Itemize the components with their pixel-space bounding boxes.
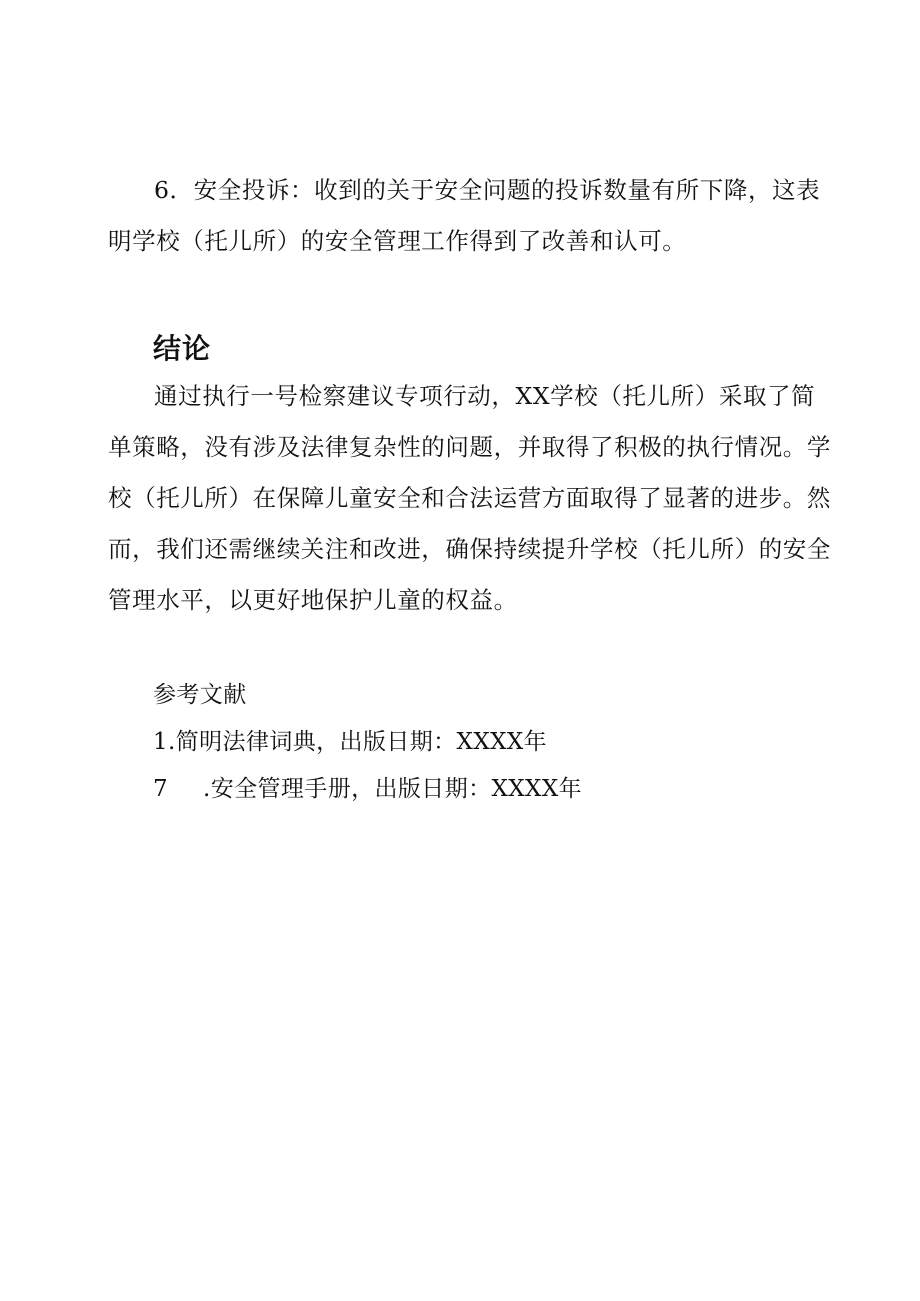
reference-text: 简明法律词典，出版日期：XXXX年: [175, 729, 548, 755]
reference-text: .安全管理手册，出版日期：XXXX年: [203, 776, 583, 802]
conclusion-line-4: 而，我们还需继续关注和改进，确保持续提升学校（托儿所）的安全: [108, 535, 831, 563]
conclusion-line-2: 单策略，没有涉及法律复杂性的问题，并取得了积极的执行情况。学: [108, 433, 831, 461]
item6-line-1: 6．安全投诉：收到的关于安全问题的投诉数量有所下降，这表: [154, 176, 821, 204]
reference-number: 7: [153, 776, 169, 802]
conclusion-line-3: 校（托儿所）在保障儿童安全和合法运营方面取得了显著的进步。然: [108, 484, 831, 512]
reference-item: [153, 722, 547, 762]
conclusion-heading: 结论: [153, 332, 212, 365]
item6-line-2: 明学校（托儿所）的安全管理工作得到了改善和认可。: [108, 227, 687, 255]
list-item-6: [108, 165, 821, 267]
reference-number: 1.: [153, 729, 176, 755]
reference-item: [153, 769, 582, 809]
references-title: 参考文献: [153, 682, 247, 708]
conclusion-line-5: 管理水平，以更好地保护儿童的权益。: [108, 586, 518, 614]
conclusion-paragraph: [108, 371, 831, 626]
conclusion-line-1: 通过执行一号检察建议专项行动，XX学校（托儿所）采取了简: [154, 382, 816, 410]
